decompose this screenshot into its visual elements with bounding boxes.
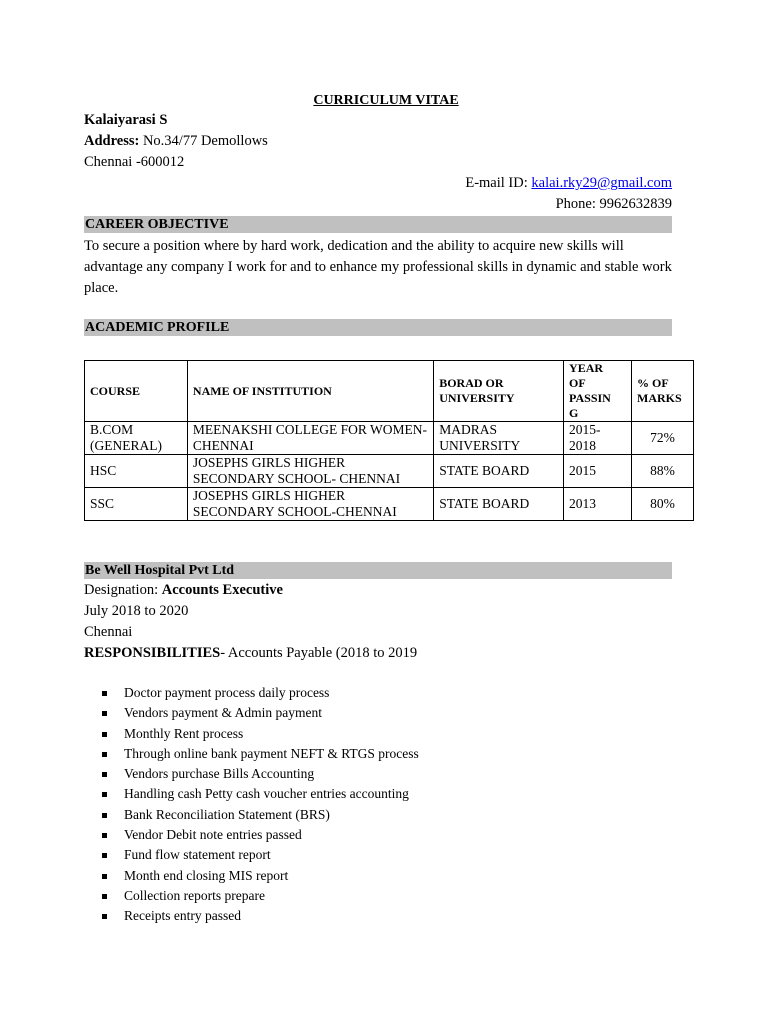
- course-cell: SSC: [85, 488, 188, 521]
- table-row: [85, 422, 694, 455]
- list-item: Vendors payment & Admin payment: [100, 703, 419, 723]
- header-institution: NAME OF INSTITUTION: [187, 361, 433, 422]
- address-label: Address:: [84, 133, 140, 149]
- designation-line: [84, 582, 283, 599]
- address-value: No.34/77 Demollows: [139, 133, 268, 149]
- employment-period: July 2018 to 2020: [84, 603, 189, 619]
- year-cell: 2015: [564, 455, 632, 488]
- list-item: Monthly Rent process: [100, 724, 419, 744]
- academic-profile-heading: ACADEMIC PROFILE: [84, 319, 672, 336]
- header-year: [564, 361, 632, 422]
- institution-cell: MEENAKSHI COLLEGE FOR WOMEN-CHENNAI: [187, 422, 433, 455]
- responsibilities-line: [84, 645, 417, 662]
- address-line: [84, 133, 268, 150]
- email-label: E-mail ID:: [465, 175, 532, 191]
- designation-value: Accounts Executive: [161, 582, 283, 598]
- list-item: Bank Reconciliation Statement (BRS): [100, 805, 419, 825]
- marks-cell: 72%: [632, 422, 694, 455]
- list-item: Collection reports prepare: [100, 886, 419, 906]
- career-objective-text: To secure a position where by hard work, dedication and the ability to acquire new skills will advantage any company I work for and to enhance my professional skills in dynamic and stable work place.: [84, 238, 672, 296]
- company-heading: Be Well Hospital Pvt Ltd: [84, 562, 672, 579]
- header-year-text: YEAR OF PASSIN G: [569, 361, 611, 420]
- career-objective-heading: CAREER OBJECTIVE: [84, 216, 672, 233]
- list-item: Doctor payment process daily process: [100, 683, 419, 703]
- phone-line: Phone: 9962632839: [555, 196, 672, 212]
- candidate-name: Kalaiyarasi S: [84, 112, 168, 128]
- list-item: Receipts entry passed: [100, 906, 419, 926]
- responsibilities-list: [100, 683, 419, 927]
- course-cell: B.COM (GENERAL): [85, 422, 188, 455]
- header-board: BORAD OR UNIVERSITY: [434, 361, 564, 422]
- header-course: COURSE: [85, 361, 188, 422]
- responsibilities-value: - Accounts Payable (2018 to 2019: [220, 645, 418, 661]
- institution-cell: JOSEPHS GIRLS HIGHER SECONDARY SCHOOL- CHENNAI: [187, 455, 433, 488]
- table-row: [85, 455, 694, 488]
- board-cell: MADRAS UNIVERSITY: [434, 422, 564, 455]
- list-item: Through online bank payment NEFT & RTGS process: [100, 744, 419, 764]
- marks-cell: 80%: [632, 488, 694, 521]
- header-marks: % OF MARKS: [632, 361, 694, 422]
- course-cell: HSC: [85, 455, 188, 488]
- city-line: Chennai -600012: [84, 154, 185, 170]
- marks-cell: 88%: [632, 455, 694, 488]
- year-cell: 2013: [564, 488, 632, 521]
- academic-table: [84, 360, 694, 521]
- list-item: Fund flow statement report: [100, 845, 419, 865]
- email-line: [465, 175, 672, 192]
- email-link[interactable]: kalai.rky29@gmail.com: [531, 175, 672, 191]
- designation-label: Designation:: [84, 582, 162, 598]
- document-title: CURRICULUM VITAE: [313, 93, 459, 108]
- list-item: Month end closing MIS report: [100, 866, 419, 886]
- board-cell: STATE BOARD: [434, 455, 564, 488]
- responsibilities-label: RESPONSIBILITIES: [84, 645, 221, 661]
- institution-cell: JOSEPHS GIRLS HIGHER SECONDARY SCHOOL-CHENNAI: [187, 488, 433, 521]
- year-cell: 2015-2018: [564, 422, 632, 455]
- table-row: [85, 488, 694, 521]
- list-item: Vendor Debit note entries passed: [100, 825, 419, 845]
- employment-location: Chennai: [84, 624, 133, 640]
- table-header-row: [85, 361, 694, 422]
- list-item: Handling cash Petty cash voucher entries accounting: [100, 784, 419, 804]
- list-item: Vendors purchase Bills Accounting: [100, 764, 419, 784]
- board-cell: STATE BOARD: [434, 488, 564, 521]
